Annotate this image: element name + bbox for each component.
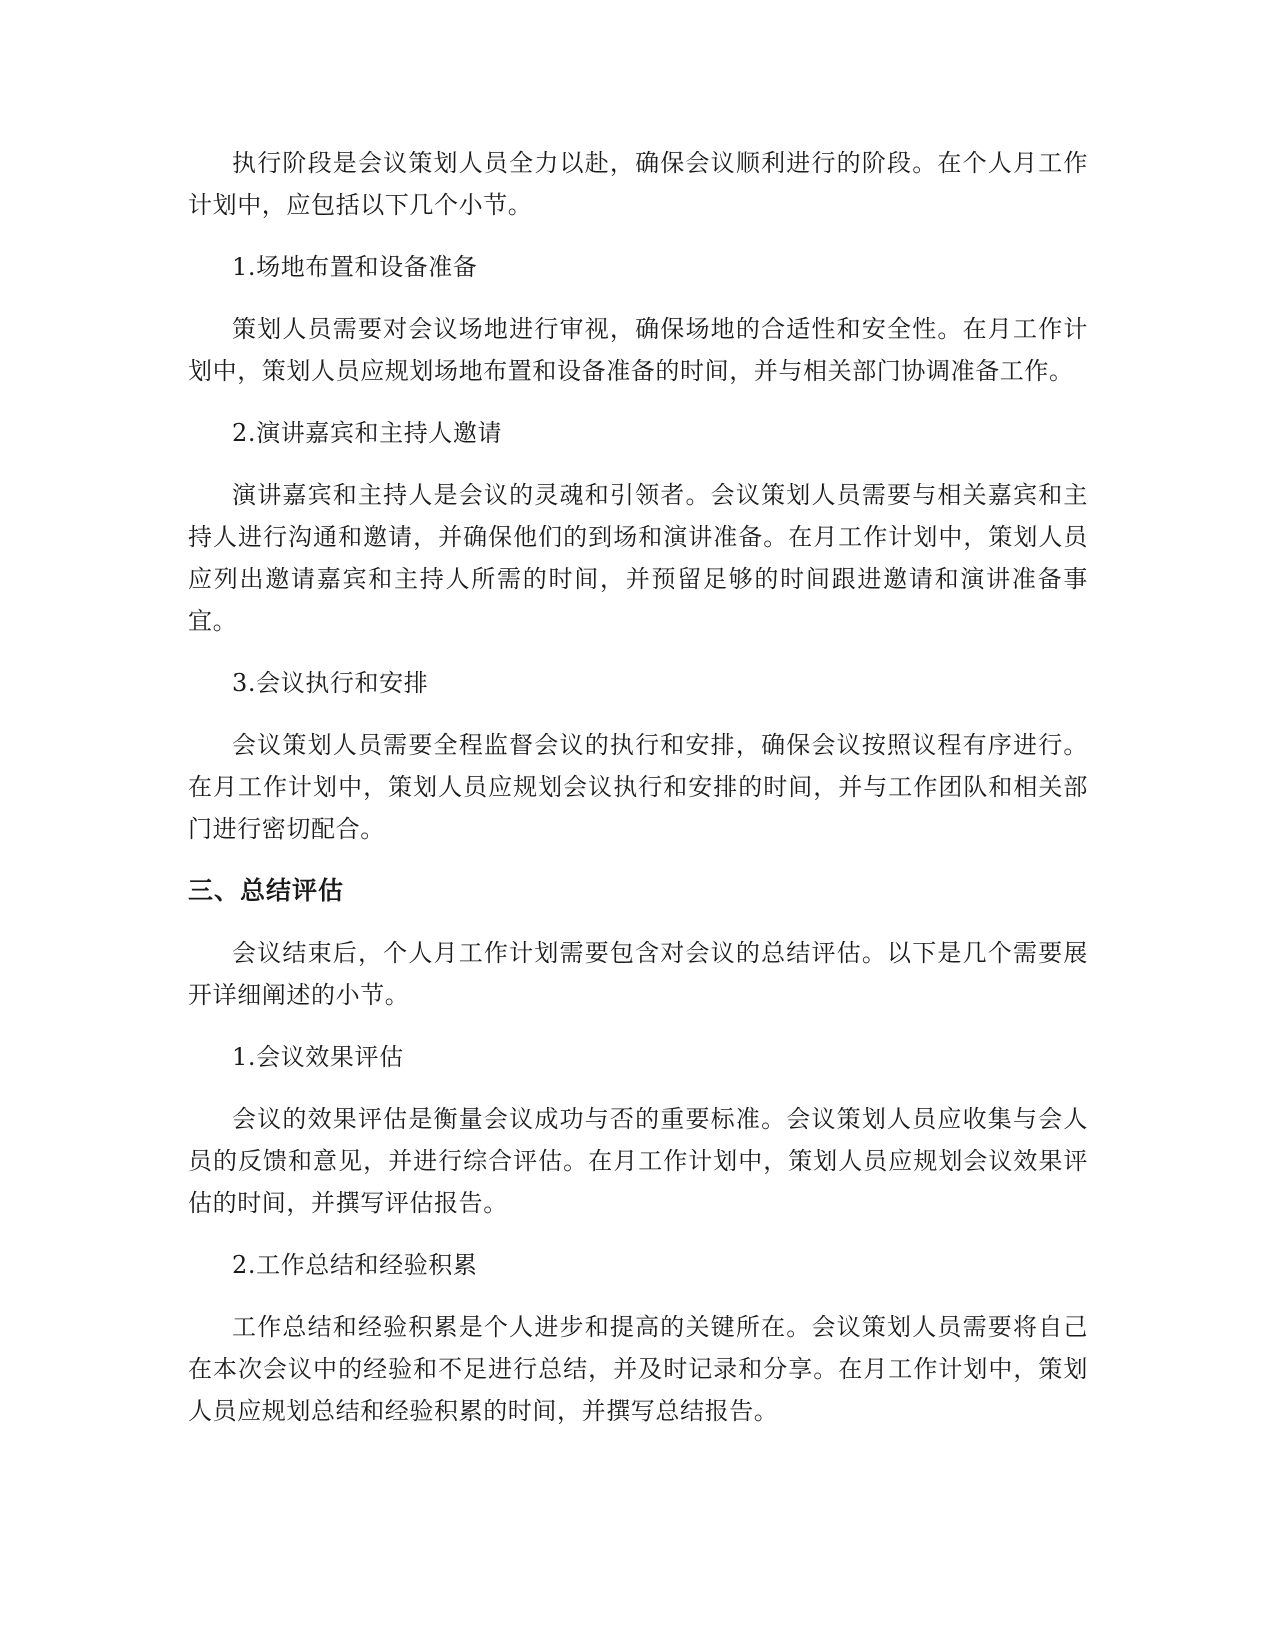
subheading-speaker-invitation: 2.演讲嘉宾和主持人邀请 <box>232 419 503 447</box>
paragraph-work-summary: 工作总结和经验积累是个人进步和提高的关键所在。会议策划人员需要将自己在本次会议中的经验和不足进行总结，并及时记录和分享。在月工作计划中，策划人员应规划总结和经验积累的时间，并撰写总结报告。 <box>188 1313 1088 1425</box>
paragraph-execution-intro: 执行阶段是会议策划人员全力以赴，确保会议顺利进行的阶段。在个人月工作计划中，应包括以下几个小节。 <box>188 149 1088 219</box>
subheading-effect-evaluation: 1.会议效果评估 <box>232 1043 404 1071</box>
paragraph-venue-setup: 策划人员需要对会议场地进行审视，确保场地的合适性和安全性。在月工作计划中，策划人员应规划场地布置和设备准备的时间，并与相关部门协调准备工作。 <box>188 315 1088 385</box>
subheading-work-summary: 2.工作总结和经验积累 <box>232 1251 478 1279</box>
paragraph-meeting-execution: 会议策划人员需要全程监督会议的执行和安排，确保会议按照议程有序进行。在月工作计划中，策划人员应规划会议执行和安排的时间，并与工作团队和相关部门进行密切配合。 <box>188 731 1088 843</box>
section-heading-summary: 三、总结评估 <box>188 876 345 905</box>
subheading-venue-setup: 1.场地布置和设备准备 <box>232 253 478 281</box>
paragraph-effect-evaluation: 会议的效果评估是衡量会议成功与否的重要标准。会议策划人员应收集与会人员的反馈和意见，并进行综合评估。在月工作计划中，策划人员应规划会议效果评估的时间，并撰写评估报告。 <box>188 1105 1088 1217</box>
paragraph-summary-intro: 会议结束后，个人月工作计划需要包含对会议的总结评估。以下是几个需要展开详细阐述的小节。 <box>188 939 1088 1009</box>
paragraph-speaker-invitation: 演讲嘉宾和主持人是会议的灵魂和引领者。会议策划人员需要与相关嘉宾和主持人进行沟通和邀请，并确保他们的到场和演讲准备。在月工作计划中，策划人员应列出邀请嘉宾和主持人所需的时间，并预留足够的时间跟进邀请和演讲准备事宜。 <box>188 481 1088 635</box>
subheading-meeting-execution: 3.会议执行和安排 <box>232 669 429 697</box>
document-page <box>188 142 1088 1452</box>
